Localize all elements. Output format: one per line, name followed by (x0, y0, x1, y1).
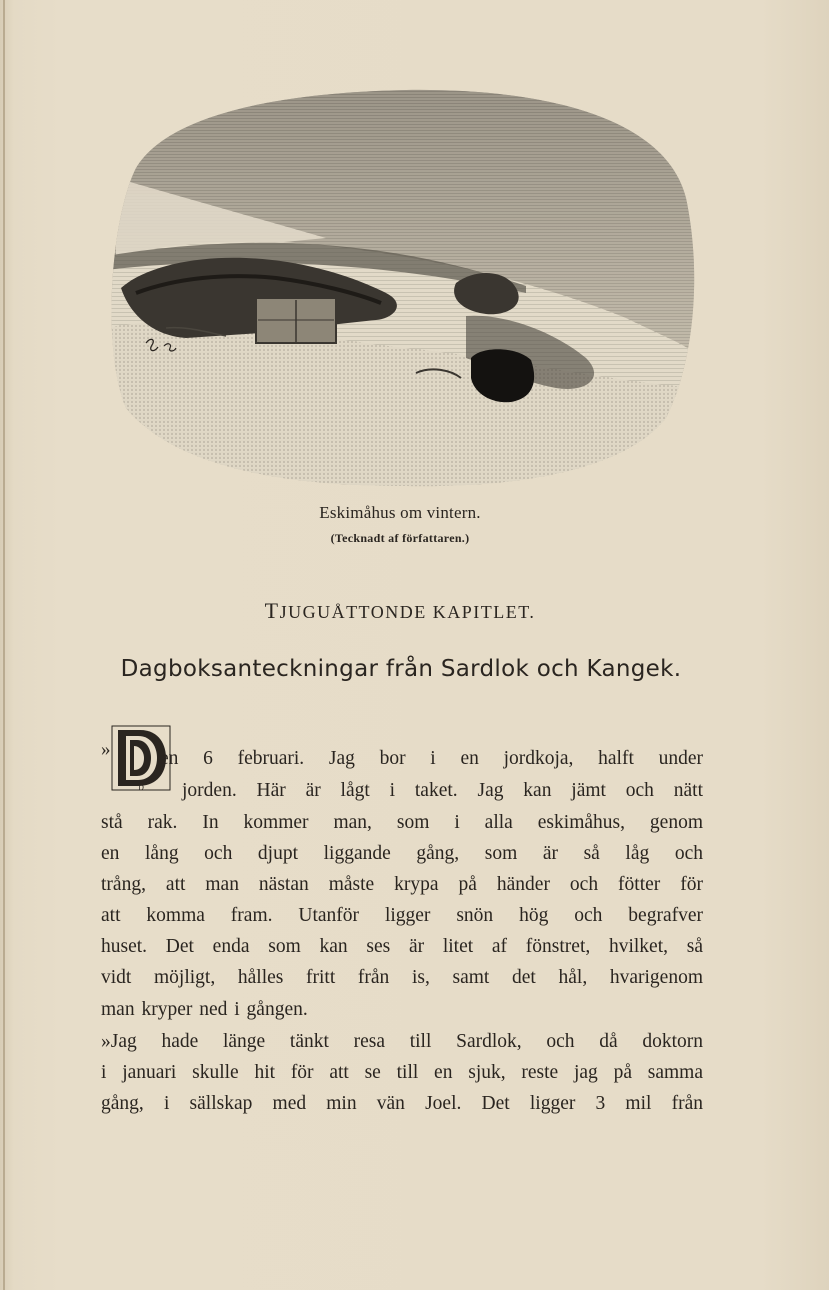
illustration-eskimo-house (106, 88, 696, 488)
body-line-11: i januari skulle hit för att se till en sjuk, reste jag på samma (101, 1062, 703, 1083)
chapter-label-rest: JUGUÅTTONDE KAPITLET. (279, 602, 536, 622)
chapter-label-initial: T (264, 598, 280, 623)
figure-caption: Eskimåhus om vintern. (319, 503, 481, 522)
open-quote: » (101, 739, 111, 760)
body-line-4: en lång och djupt liggande gång, som är så låg och (101, 843, 703, 864)
drop-cap-letter: D (138, 783, 144, 792)
body-line-10: »Jag hade länge tänkt resa till Sardlok, och då doktorn (101, 1031, 703, 1052)
body-line-7: huset. Det enda som kan ses är litet af fönstret, hvilket, så (101, 936, 703, 957)
body-line-1: en 6 februari. Jag bor i en jordkoja, halft under (160, 748, 703, 769)
body-line-2: jorden. Här är lågt i taket. Jag kan jämt och nätt (182, 780, 703, 801)
body-line-8: vidt möjligt, hålles fritt från is, samt det hål, hvarigenom (101, 967, 703, 988)
body-line-9: man kryper ned i gången. (101, 999, 308, 1020)
body-line-6: att komma fram. Utanför ligger snön hög och begrafver (101, 905, 703, 926)
chapter-title: Dagboksanteckningar från Sardlok och Kangek. (120, 656, 682, 682)
body-line-12: gång, i sällskap med min vän Joel. Det ligger 3 mil från (101, 1093, 703, 1114)
chapter-label (0, 598, 800, 624)
body-line-3: stå rak. In kommer man, som i alla eskimåhus, genom (101, 812, 703, 833)
body-line-5: trång, att man nästan måste krypa på händer och fötter för (101, 874, 703, 895)
figure-credit: (Tecknadt af författaren.) (330, 531, 470, 545)
page-gutter (3, 0, 5, 1290)
